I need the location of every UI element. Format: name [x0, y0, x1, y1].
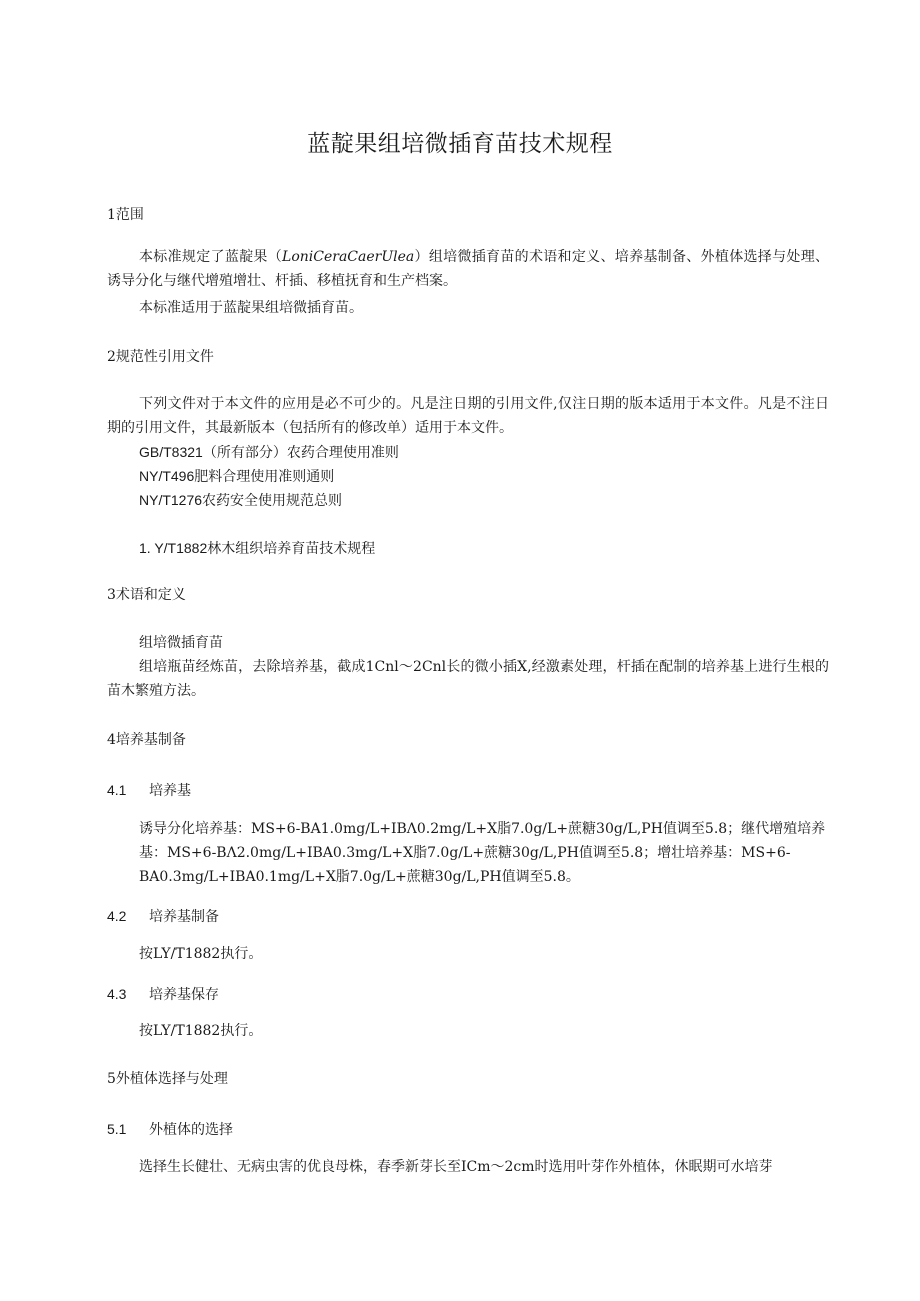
section-1-paragraph-2: 本标准适用于蓝靛果组培微插育苗。: [139, 300, 363, 316]
subsection-title: 培养基制备: [149, 909, 219, 925]
subsection-4-1-heading: [107, 780, 191, 800]
section-4-heading: 4培养基制备: [107, 732, 186, 748]
medium-formula-line: 基：MS+6-BΛ2.0mg/L+IBA0.3mg/L+X脂7.0g∕L+蔗糖30g∕L,PH值调至5.8；增壮培养基：MS+6-: [139, 845, 791, 861]
subsection-number: 4.3: [107, 986, 127, 1002]
reference-item: 1. Y/T1882林木组织培养育苗技术规程: [139, 540, 376, 556]
section-3-heading: 3术语和定义: [107, 587, 186, 603]
subsection-5-1-line: 选择生长健壮、无病虫害的优良母株，春季新芽长至ICm～2cm时选用叶芽作外植体，休眠期可水培芽: [139, 1159, 773, 1175]
subsection-number: 5.1: [107, 1121, 127, 1137]
reference-item: NY/T1276农药安全使用规范总则: [139, 492, 343, 508]
subsection-5-1-text: [139, 1155, 839, 1179]
subsection-number: 4.1: [107, 782, 127, 798]
section-1-heading: 1范围: [107, 207, 144, 223]
subsection-number: 4.2: [107, 908, 127, 924]
subsection-4-2-heading: [107, 906, 219, 926]
medium-formula-line: BA0.3mg/L+IBA0.1mg/L+X脂7.0g∕L+蔗糖30g∕L,PH值调至5.8。: [139, 869, 580, 885]
subsection-4-2-text: 按LY/T1882执行。: [139, 946, 263, 962]
reference-item: GB/T8321（所有部分）农药合理使用准则: [139, 444, 399, 460]
latin-name: LoniCeraCaerUlea: [282, 249, 415, 265]
section-2-heading: 2规范性引用文件: [107, 349, 214, 365]
medium-formulas: [139, 817, 839, 889]
subsection-4-3-heading: [107, 984, 219, 1004]
section-1-paragraph-1: [107, 245, 829, 293]
term-definition: 组培瓶苗经炼苗，去除培养基，截成1Cnl～2Cnl长的微小插X,经激素处理，杆插在配制的培养基上进行生根的苗木繁殖方法。: [107, 659, 829, 699]
subsection-title: 培养基保存: [149, 987, 219, 1003]
subsection-title: 外植体的选择: [149, 1122, 233, 1138]
section-5-heading: 5外植体选择与处理: [107, 1071, 228, 1087]
medium-formula-line: 诱导分化培养基：MS+6-BA1.0mg∕L+IBΛ0.2mg/L+X脂7.0g∕L+蔗糖30g∕L,PH值调至5.8；继代增殖培养: [139, 821, 826, 837]
term-name: 组培微插育苗: [139, 635, 223, 651]
subsection-title: 培养基: [149, 783, 191, 799]
section-1-p1-start: 本标准规定了蓝靛果（: [139, 249, 283, 265]
subsection-5-1-heading: [107, 1119, 233, 1139]
subsection-4-3-text: 按LY/T1882执行。: [139, 1023, 263, 1039]
section-1-p1-end: ）组培微插育苗的术语和定义、培养基制备、外植体选择与处理、诱导分化与继代增殖增壮、杆插、移植抚育和生产档案。: [107, 249, 830, 289]
reference-item: NY/T496肥料合理使用准则通则: [139, 468, 335, 484]
section-2-paragraph-1: 下列文件对于本文件的应用是必不可少的。凡是注日期的引用文件,仅注日期的版本适用于本文件。凡是不注日期的引用文件，其最新版本（包括所有的修改单）适用于本文件。: [107, 396, 829, 436]
document-title: 蓝靛果组培微插育苗技术规程: [307, 131, 613, 157]
